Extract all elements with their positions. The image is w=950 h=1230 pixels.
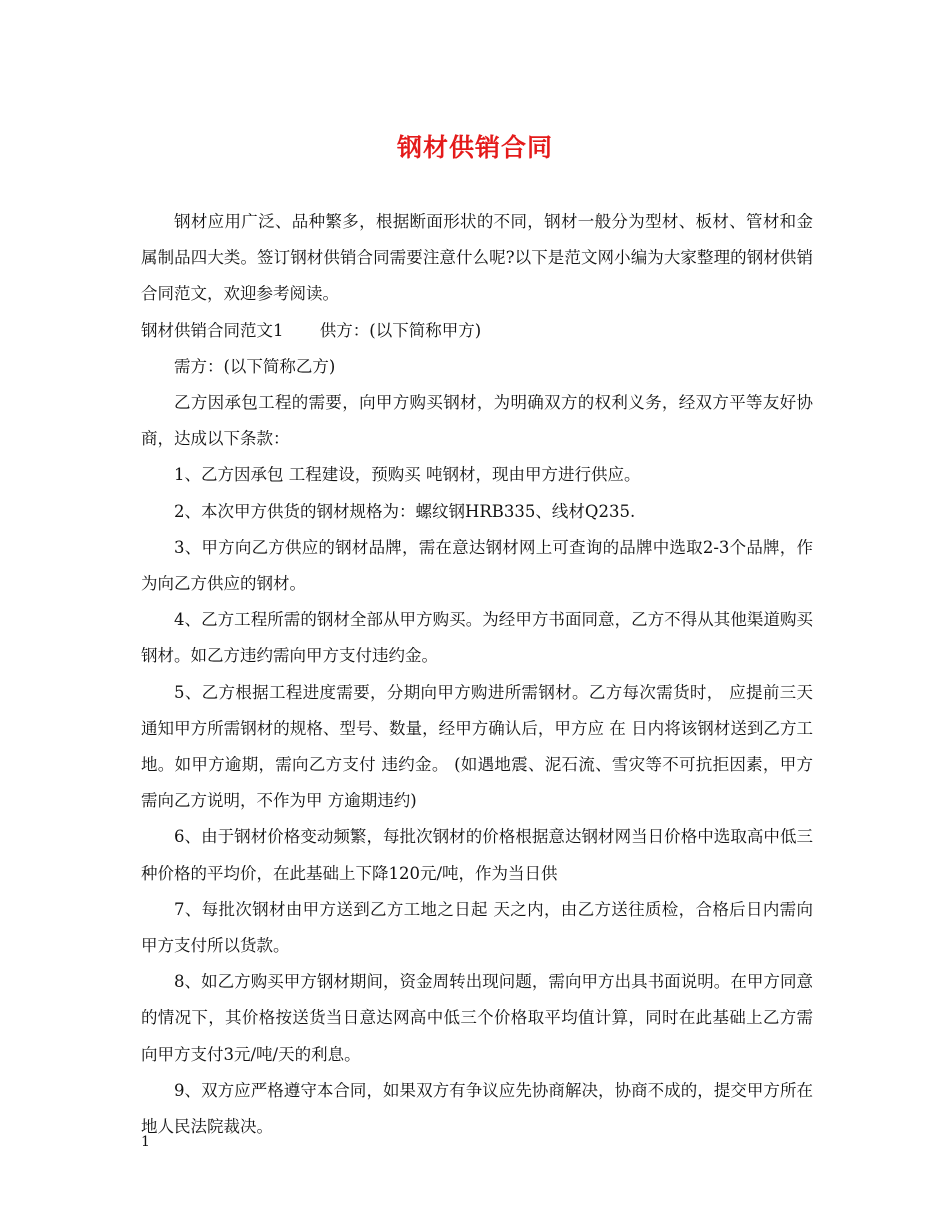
document-body	[141, 204, 813, 1145]
clause-3: 3、甲方向乙方供应的钢材品牌，需在意达钢材网上可查询的品牌中选取2-3个品牌，作为向乙方供应的钢材。	[141, 537, 813, 594]
clause-7: 7、每批次钢材由甲方送到乙方工地之日起 天之内，由乙方送往质检，合格后日内需向甲方支付所以货款。	[141, 899, 813, 956]
buyer-line: 需方：(以下简称乙方)	[174, 356, 336, 376]
sample-heading: 钢材供销合同范文1	[141, 320, 284, 340]
sample-heading-line	[141, 313, 813, 349]
clause-9: 9、双方应严格遵守本合同，如果双方有争议应先协商解决，协商不成的，提交甲方所在地人民法院裁决。	[141, 1080, 813, 1137]
supplier-line: 供方：(以下简称甲方)	[319, 320, 482, 340]
document-title: 钢材供销合同	[396, 133, 553, 162]
clause-5: 5、乙方根据工程进度需要，分期向甲方购进所需钢材。乙方每次需货时， 应提前三天通知甲方所需钢材的规格、型号、数量，经甲方确认后，甲方应 在 日内将该钢材送到乙方工地。如甲方逾期，需向乙方支付 违约金。 (如遇地震、泥石流、雪灾等不可抗拒因素，甲方需向乙方说明，不作为甲 方逾期违约)	[141, 682, 813, 811]
clause-6: 6、由于钢材价格变动频繁，每批次钢材的价格根据意达钢材网当日价格中选取高中低三种价格的平均价，在此基础上下降120元/吨，作为当日供	[141, 827, 813, 883]
intro-paragraph: 钢材应用广泛、品种繁多，根据断面形状的不同，钢材一般分为型材、板材、管材和金属制品四大类。签订钢材供销合同需要注意什么呢?以下是范文网小编为大家整理的钢材供销合同范文，欢迎参考阅读。	[141, 212, 813, 304]
clause-4: 4、乙方工程所需的钢材全部从甲方购买。为经甲方书面同意，乙方不得从其他渠道购买钢材。如乙方违约需向甲方支付违约金。	[141, 610, 813, 666]
page-number: 1	[141, 1134, 150, 1150]
clause-8: 8、如乙方购买甲方钢材期间，资金周转出现问题，需向甲方出具书面说明。在甲方同意的情况下，其价格按送货当日意达网高中低三个价格取平均值计算，同时在此基础上乙方需向甲方支付3元/吨/天的利息。	[141, 972, 813, 1064]
clause-1: 1、乙方因承包 工程建设，预购买 吨钢材，现由甲方进行供应。	[174, 465, 641, 485]
clause-2: 2、本次甲方供货的钢材规格为：螺纹钢HRB335、线材Q235.	[174, 501, 636, 521]
preamble-paragraph: 乙方因承包工程的需要，向甲方购买钢材，为明确双方的权利义务，经双方平等友好协商，达成以下条款：	[141, 393, 813, 449]
